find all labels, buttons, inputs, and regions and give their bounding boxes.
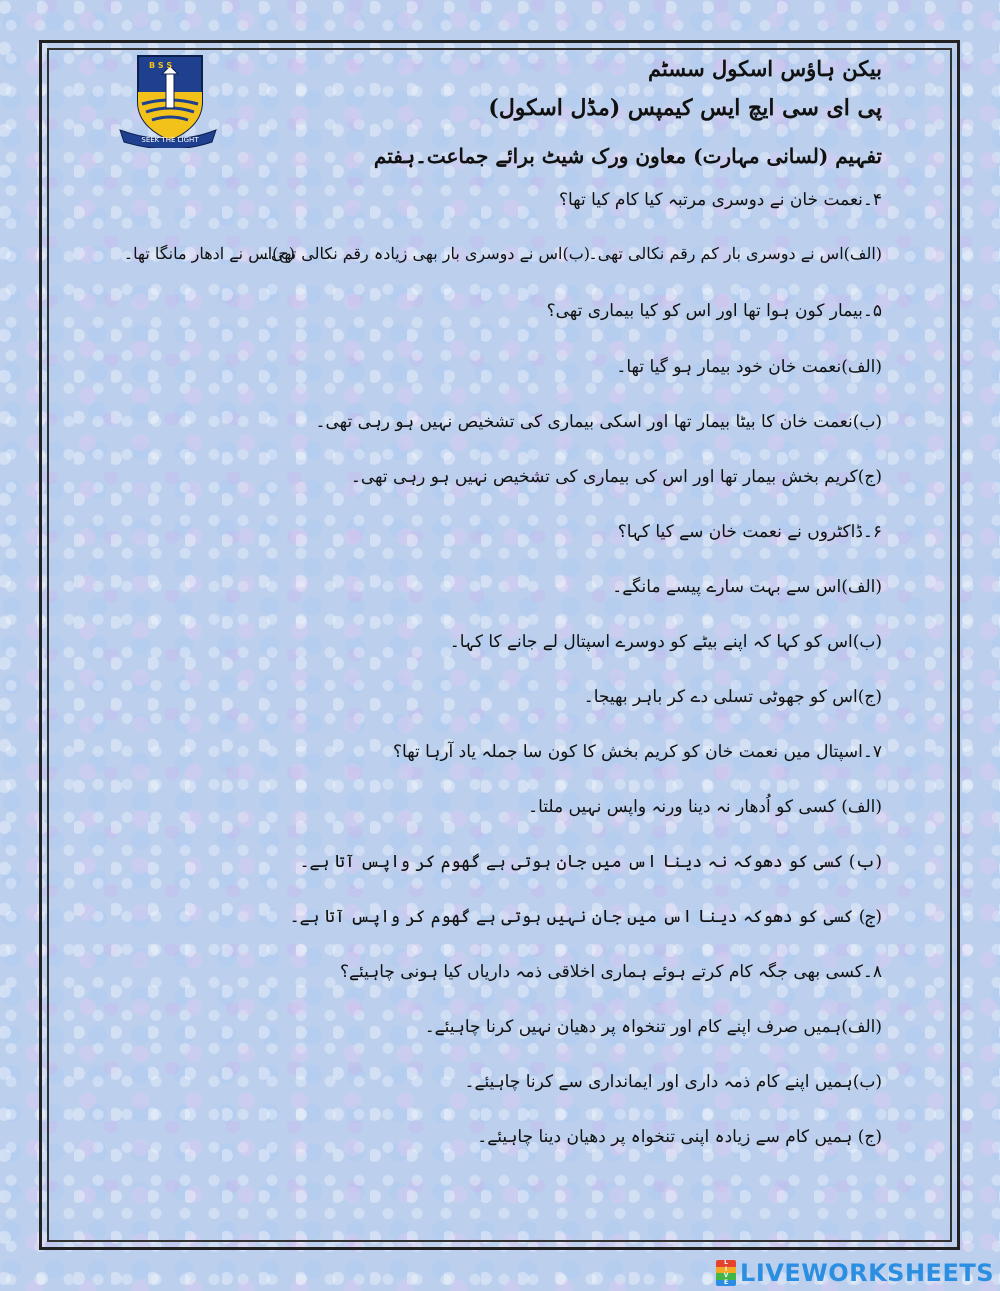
question-6: ۶۔ڈاکٹروں نے نعمت خان سے کیا کہا؟ <box>617 522 882 542</box>
question-6-option-b[interactable]: (ب)اس کو کہا کہ اپنے بیٹے کو دوسرے اسپتال لے جانے کا کہا۔ <box>449 632 882 652</box>
question-6-option-c[interactable]: (ج)اس کو جھوٹی تسلی دے کر باہر بھیجا۔ <box>583 687 882 707</box>
question-5-option-c[interactable]: (ج)کریم بخش بیمار تھا اور اس کی بیماری کی تشخیص نہیں ہو رہی تھی۔ <box>350 467 882 487</box>
crest-letters: B S S <box>149 61 173 70</box>
question-6-option-a[interactable]: (الف)اس سے بہت سارے پیسے مانگے۔ <box>612 577 882 597</box>
question-7-option-c[interactable]: (ج) کسی کو دھوکہ دینا اس میں جان نہیں ہوتی ہے گھوم کر واپس آتا ہے۔ <box>289 907 882 927</box>
question-4-option-a[interactable]: (الف)اس نے دوسری بار کم رقم نکالی تھی۔ <box>588 244 882 263</box>
question-5-option-a[interactable]: (الف)نعمت خان خود بیمار ہو گیا تھا۔ <box>616 357 882 377</box>
liveworksheets-brand-text: LIVEWORKSHEETS <box>740 1259 994 1287</box>
question-7-option-b[interactable]: (ب) کسی کو دھوکہ نہ دینا اس میں جان ہوتی ہے گھوم کر واپس آتا ہے۔ <box>299 852 882 872</box>
crest-motto: SEEK THE LIGHT <box>141 136 199 144</box>
question-5: ۵۔بیمار کون ہوا تھا اور اس کو کیا بیماری تھی؟ <box>546 301 882 321</box>
question-8-option-c[interactable]: (ج) ہمیں کام سے زیادہ اپنی تنخواہ پر دھیان دینا چاہیئے۔ <box>477 1127 882 1147</box>
school-crest-logo <box>118 52 218 148</box>
worksheet-title: تفہیم (لسانی مہارت) معاون ورک شیٹ برائے جماعت۔ہفتم <box>373 144 882 168</box>
liveworksheets-badge-icon: L I V E <box>716 1260 736 1286</box>
question-4-option-c[interactable]: (ج)اس نے ادھار مانگا تھا۔ <box>123 244 295 263</box>
question-7: ۷۔اسپتال میں نعمت خان کو کریم بخش کا کون سا جملہ یاد آرہا تھا؟ <box>393 742 882 762</box>
campus-title: پی ای سی ایچ ایس کیمپس (مڈل اسکول) <box>488 95 882 121</box>
question-8: ۸۔کسی بھی جگہ کام کرتے ہوئے ہماری اخلاقی ذمہ داریاں کیا ہونی چاہیئے؟ <box>339 962 882 982</box>
liveworksheets-logo[interactable] <box>716 1258 994 1288</box>
school-system-title: بیکن ہاؤس اسکول سسٹم <box>648 56 882 81</box>
question-4: ۴۔نعمت خان نے دوسری مرتبہ کیا کام کیا تھا؟ <box>558 190 882 210</box>
question-7-option-a[interactable]: (الف) کسی کو اُدھار نہ دینا ورنہ واپس نہیں ملتا۔ <box>528 797 882 817</box>
question-4-option-b[interactable]: (ب)اس نے دوسری بار بھی زیادہ رقم نکالی تھی۔ <box>261 244 590 263</box>
question-8-option-b[interactable]: (ب)ہمیں اپنے کام ذمہ داری اور ایمانداری سے کرنا چاہیئے۔ <box>464 1072 882 1092</box>
question-8-option-a[interactable]: (الف)ہمیں صرف اپنے کام اور تنخواہ پر دھیان نہیں کرنا چاہیئے۔ <box>424 1017 882 1037</box>
question-5-option-b[interactable]: (ب)نعمت خان کا بیٹا بیمار تھا اور اسکی بیماری کی تشخیص نہیں ہو رہی تھی۔ <box>315 412 882 432</box>
